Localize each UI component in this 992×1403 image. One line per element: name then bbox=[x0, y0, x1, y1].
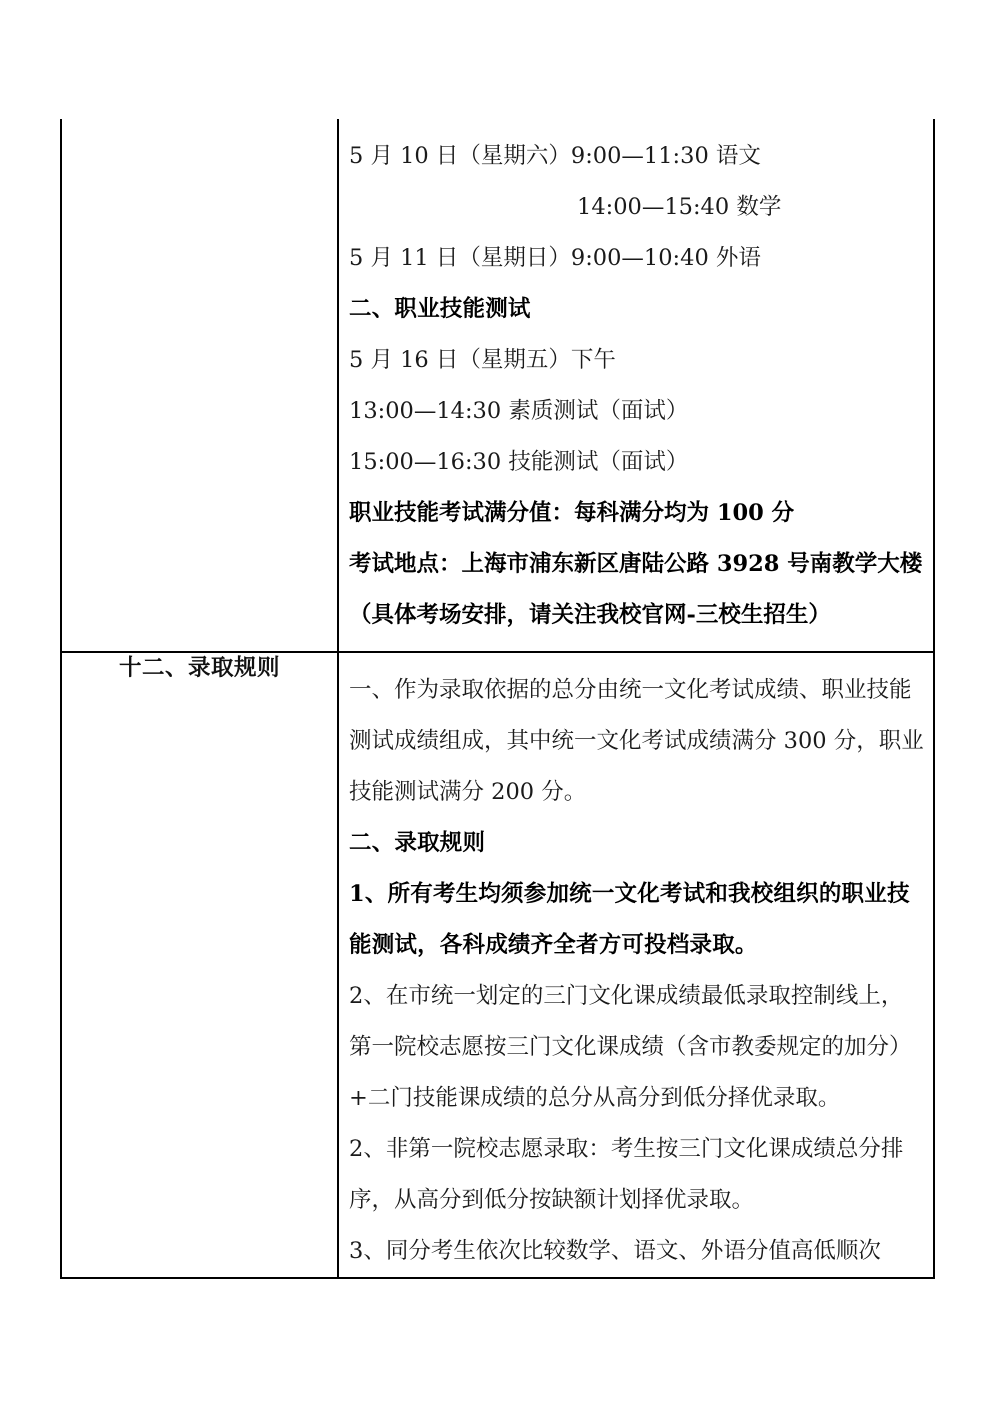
rule-paragraph-total-score: 一、作为录取依据的总分由统一文化考试成绩、职业技能测试成绩组成，其中统一文化考试成绩满分 300 分，职业技能测试满分 200 分。 bbox=[349, 677, 924, 805]
row-body-cell-rules bbox=[338, 652, 934, 1278]
row-label-cell-rules bbox=[61, 652, 338, 1278]
exam-line-chinese: 5 月 10 日（星期六）9:00—11:30 语文 bbox=[349, 143, 761, 169]
exam-line-quality-test: 13:00—14:30 素质测试（面试） bbox=[349, 398, 689, 424]
exam-line-location: 考试地点：上海市浦东新区唐陆公路 3928 号南教学大楼（具体考场安排，请关注我校官网-三校生招生） bbox=[349, 551, 923, 628]
row-body-cell-exam bbox=[338, 119, 934, 652]
content-table bbox=[60, 119, 935, 1279]
rule-item-1: 1、所有考生均须参加统一文化考试和我校组织的职业技能测试，各科成绩齐全者方可投档录取。 bbox=[349, 881, 910, 958]
rule-item-2b: 2、非第一院校志愿录取：考生按三门文化课成绩总分排序，从高分到低分按缺额计划择优录取。 bbox=[349, 1136, 904, 1213]
admission-rules-content bbox=[339, 653, 933, 1277]
exam-line-foreign-language: 5 月 11 日（星期日）9:00—10:40 外语 bbox=[349, 245, 761, 271]
exam-line-date-may16: 5 月 16 日（星期五）下午 bbox=[349, 347, 616, 373]
exam-line-math: 14:00—15:40 数学 bbox=[577, 194, 782, 220]
exam-section-heading-skills: 二、职业技能测试 bbox=[349, 296, 531, 322]
exam-line-full-marks: 职业技能考试满分值：每科满分均为 100 分 bbox=[349, 500, 795, 526]
row-label-cell-exam bbox=[61, 119, 338, 652]
table-row bbox=[61, 119, 934, 652]
table-row bbox=[61, 652, 934, 1278]
rule-item-3: 3、同分考生依次比较数学、语文、外语分值高低顺次 bbox=[349, 1238, 881, 1264]
rule-item-2a: 2、在市统一划定的三门文化课成绩最低录取控制线上，第一院校志愿按三门文化课成绩（含市教委规定的加分）+二门技能课成绩的总分从高分到低分择优录取。 bbox=[349, 983, 912, 1111]
rule-section-heading: 二、录取规则 bbox=[349, 830, 486, 856]
row-label-admission-rules: 十二、录取规则 bbox=[118, 655, 280, 681]
exam-line-skill-test: 15:00—16:30 技能测试（面试） bbox=[349, 449, 689, 475]
exam-schedule-content bbox=[339, 119, 933, 651]
